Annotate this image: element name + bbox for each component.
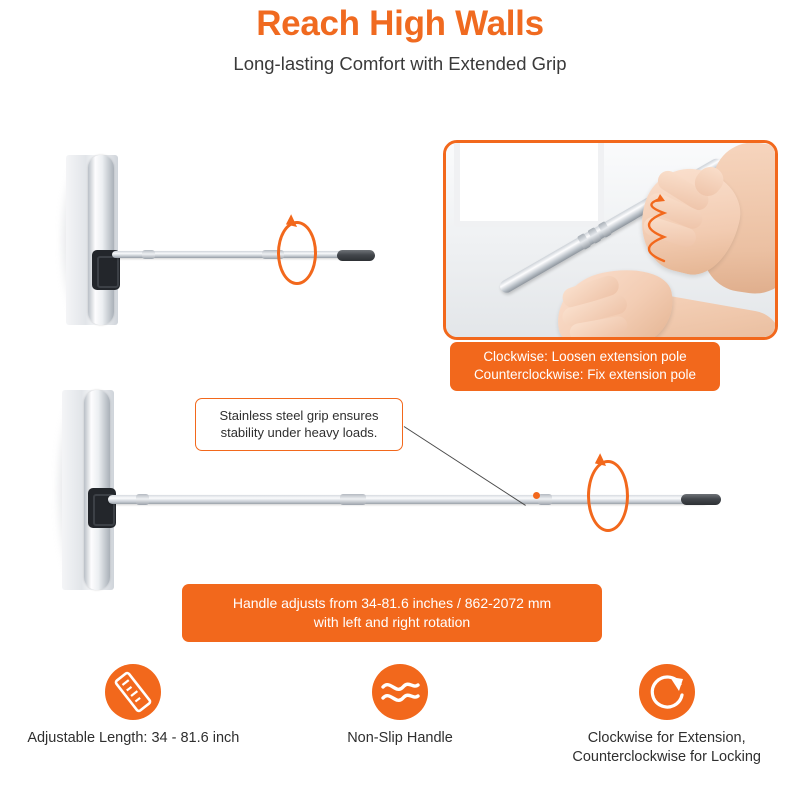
header xyxy=(0,0,800,75)
pole-joint xyxy=(538,494,552,505)
callout-steel-grip xyxy=(195,398,403,451)
feature-2-line2: Handle xyxy=(406,730,453,746)
pole-joint xyxy=(136,494,149,505)
head-blade xyxy=(88,155,114,325)
feature-1-line2: 34 - 81.6 inch xyxy=(151,730,240,746)
rotation-indicator-bottom xyxy=(587,460,629,532)
head-clamp xyxy=(88,488,116,528)
feature-3-line1: Clockwise for Extension, xyxy=(587,730,746,746)
callout-rotation-line2: Counterclockwise: Fix extension pole xyxy=(473,367,697,383)
clockwise-rotation-icon xyxy=(639,664,695,720)
feature-rotation-lock xyxy=(533,662,800,800)
feature-3-line2: Counterclockwise for Locking xyxy=(572,748,761,765)
inset-window-frame xyxy=(454,140,604,227)
product-illustration-stage xyxy=(0,120,800,680)
feature-row xyxy=(0,662,800,800)
callout-rotation-line1: Clockwise: Loosen extension pole xyxy=(483,349,687,364)
feature-2-line1: Non-Slip xyxy=(347,730,403,746)
squeegee-head-top xyxy=(66,155,118,325)
pole-joint xyxy=(142,250,155,259)
pole-joint xyxy=(340,494,366,505)
twist-direction-arrow-icon xyxy=(638,191,672,265)
pole-grip-top xyxy=(337,250,375,261)
callout-handle-length xyxy=(182,584,602,642)
feature-adjustable-length xyxy=(0,662,267,800)
feature-non-slip-handle xyxy=(267,662,534,800)
page-title: Reach High Walls xyxy=(256,4,544,43)
callout-handle-length-line1: Handle adjusts from 34-81.6 inches / 862-2072 mm xyxy=(232,595,552,611)
callout-steel-grip-line2: stability under heavy loads. xyxy=(220,425,378,441)
callout-steel-grip-line1: Stainless steel grip ensures xyxy=(219,408,379,423)
callout-handle-length-line2: with left and right rotation xyxy=(313,613,471,630)
leader-endpoint-dot xyxy=(533,492,540,499)
inset-photo-hands xyxy=(443,140,778,340)
rotation-indicator-top xyxy=(277,221,317,285)
callout-rotation xyxy=(450,342,720,391)
feature-1-line1: Adjustable Length: xyxy=(27,730,148,746)
leader-line xyxy=(404,426,526,506)
squeegee-head-bottom xyxy=(62,390,114,590)
ruler-icon xyxy=(105,664,161,720)
pole-grip-bottom xyxy=(681,494,721,505)
page-subtitle: Long-lasting Comfort with Extended Grip xyxy=(233,53,567,75)
wave-lines-icon xyxy=(372,664,428,720)
